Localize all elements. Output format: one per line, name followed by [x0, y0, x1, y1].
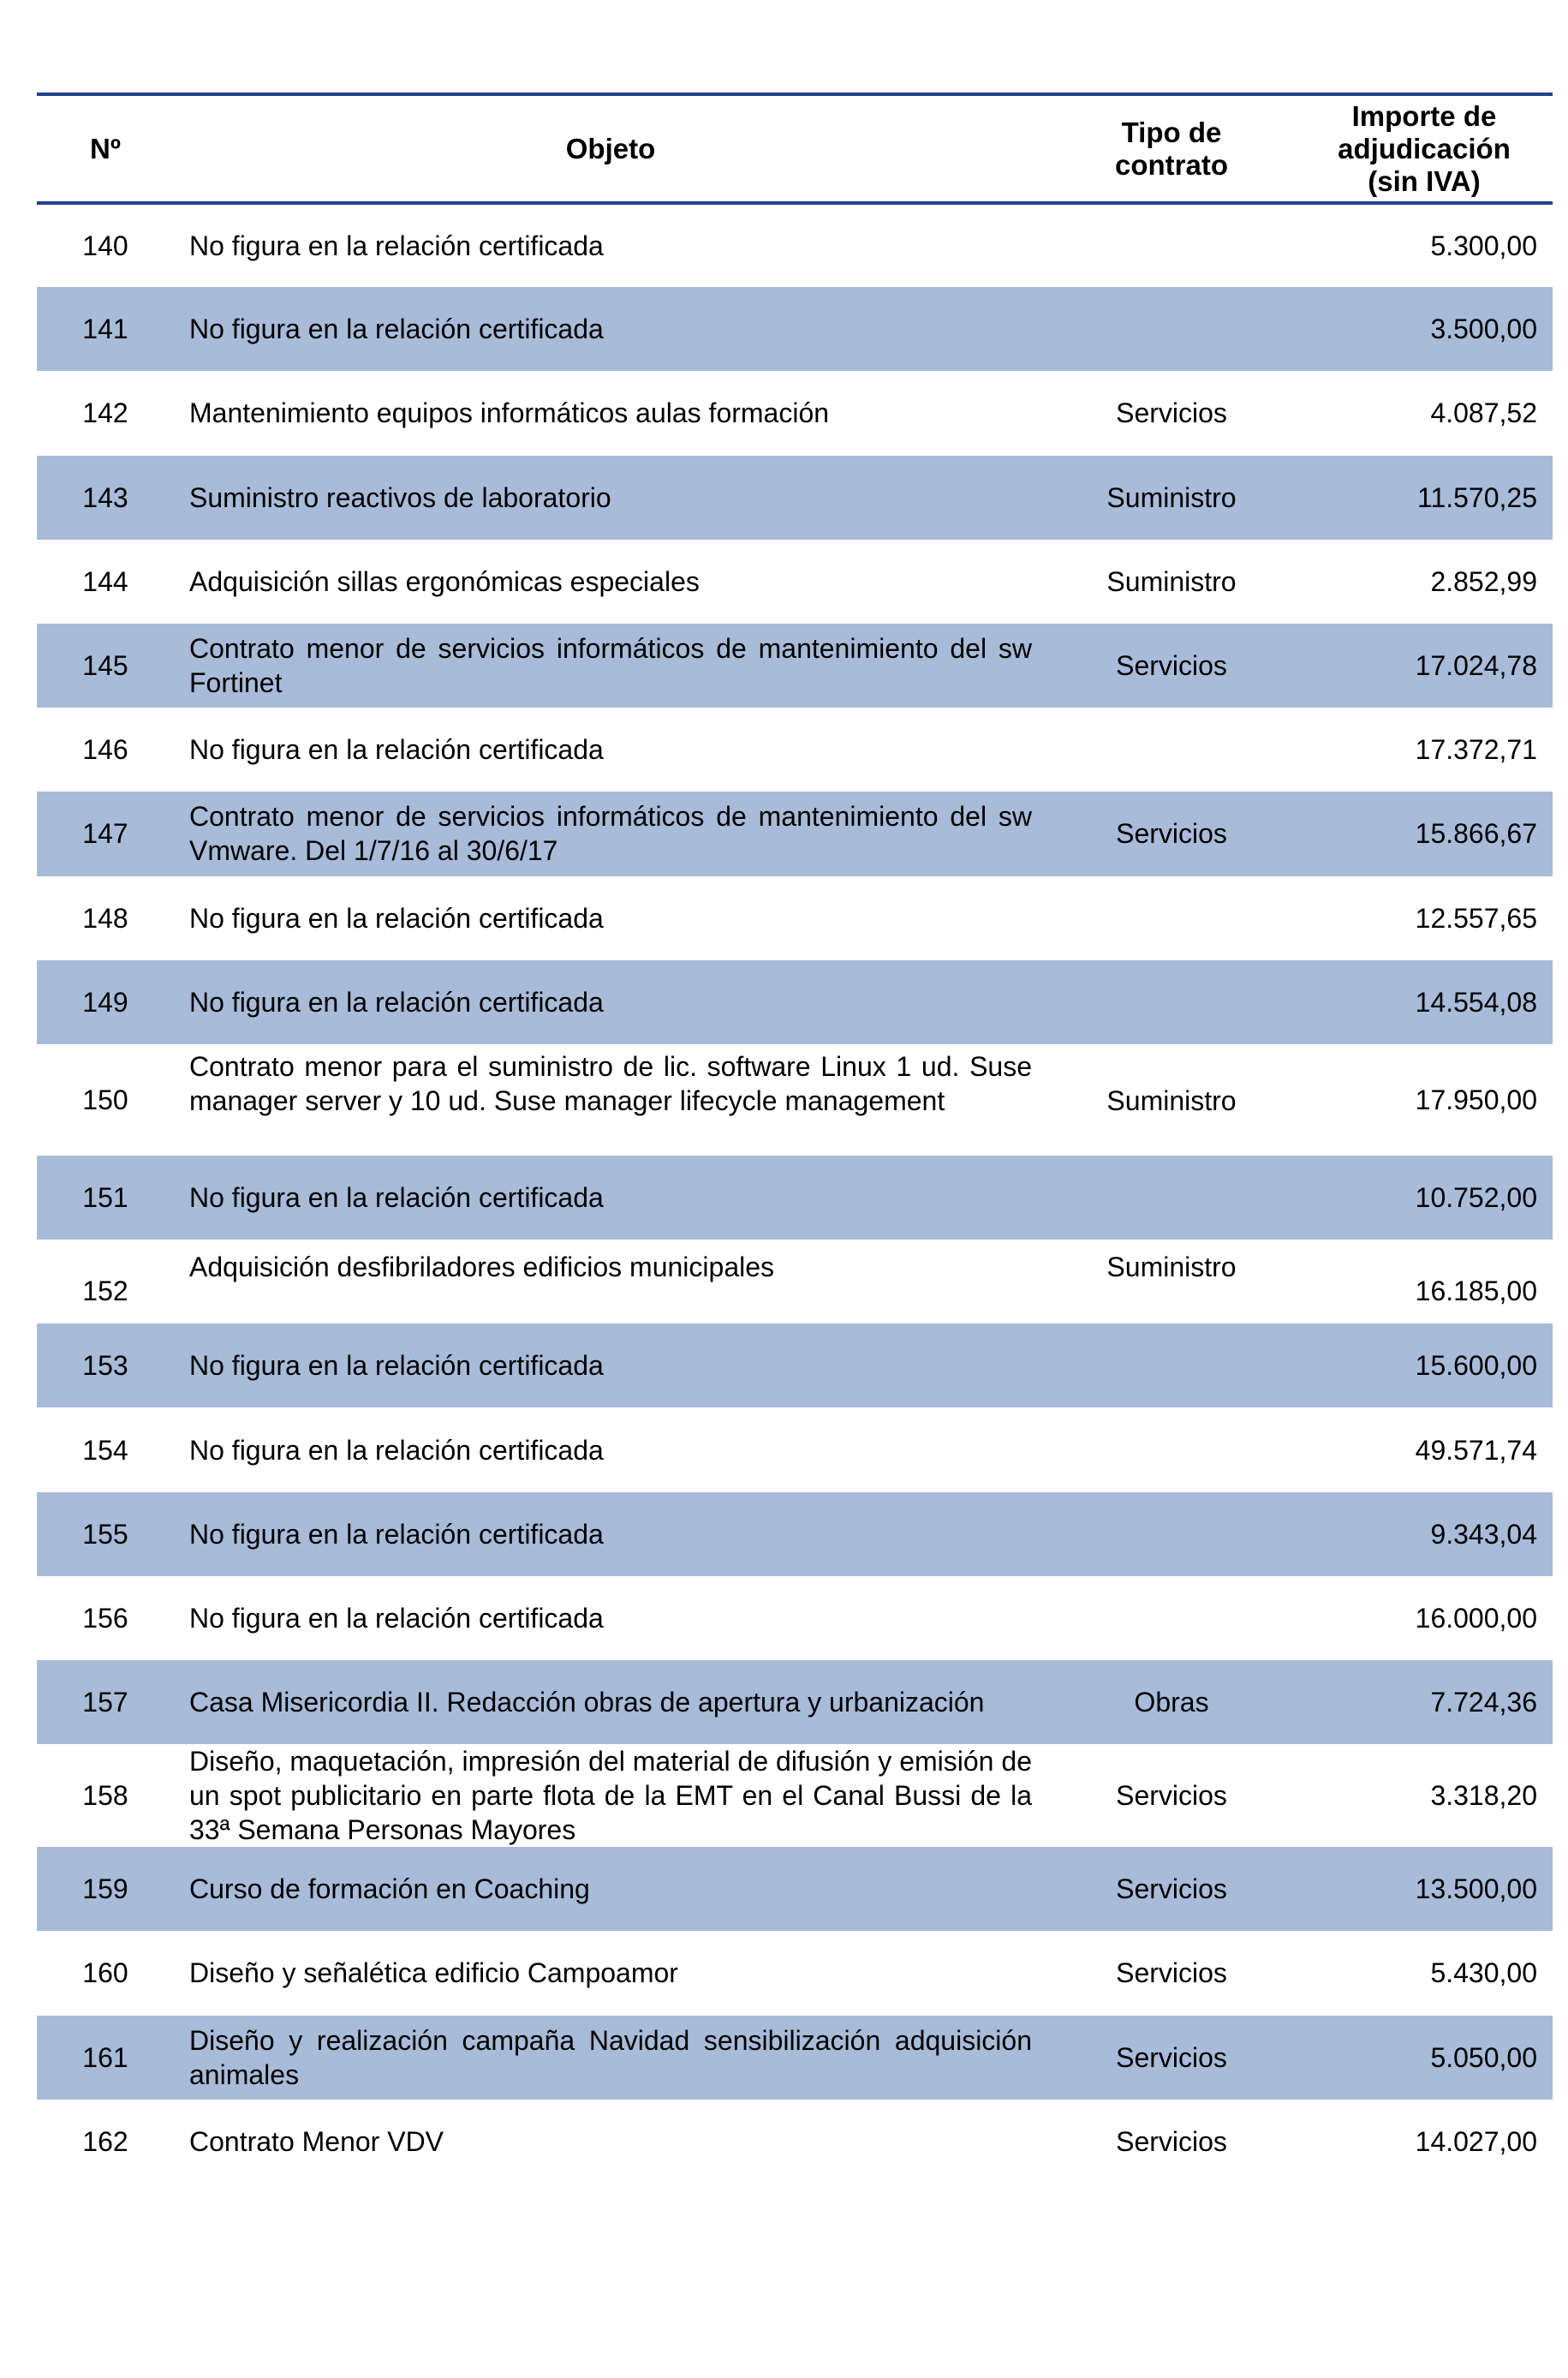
row-importe: 5.300,00: [1430, 230, 1537, 262]
row-importe: 14.027,00: [1415, 2125, 1537, 2157]
row-num: 145: [37, 624, 174, 708]
table-row: [37, 1744, 1553, 1847]
row-importe: 15.866,67: [1296, 792, 1553, 875]
table-row: [37, 1156, 1553, 1240]
contracts-table: [37, 93, 1553, 2184]
row-tipo: [1047, 1156, 1296, 1240]
row-tipo: [1047, 1492, 1296, 1576]
row-importe: 17.024,78: [1296, 624, 1553, 708]
row-importe: 3.318,20: [1430, 1780, 1537, 1812]
row-importe: 5.050,00: [1296, 2016, 1553, 2100]
row-importe: 12.557,65: [1415, 902, 1537, 934]
header-num: Nº: [90, 132, 121, 164]
row-tipo: Suministro: [1106, 1084, 1237, 1116]
row-tipo: Servicios: [1047, 2016, 1296, 2100]
row-tipo: Servicios: [1047, 624, 1296, 708]
row-objeto: Contrato menor de servicios informáticos de mantenimiento del sw Vmware. Del 1/7/16 al 30/6/17: [174, 792, 1047, 875]
row-num: 157: [37, 1660, 174, 1744]
row-objeto: Contrato menor para el suministro de lic. software Linux 1 ud. Suse manager server y 10 ud. Suse manager lifecycle management: [189, 1050, 1032, 1116]
table-row: [37, 1492, 1553, 1576]
row-objeto: Adquisición sillas ergonómicas especiales: [189, 565, 700, 597]
row-importe: 9.343,04: [1296, 1492, 1553, 1576]
row-importe: 13.500,00: [1296, 1847, 1553, 1931]
row-objeto: No figura en la relación certificada: [189, 230, 604, 262]
header-tipo: [1047, 94, 1296, 203]
table-body: [37, 203, 1553, 2184]
row-objeto: Casa Misericordia II. Redacción obras de apertura y urbanización: [174, 1660, 1047, 1744]
table-header: [37, 94, 1553, 203]
row-num: 161: [37, 2016, 174, 2100]
row-num: 150: [82, 1084, 128, 1115]
row-importe: 10.752,00: [1296, 1156, 1553, 1240]
row-importe: 17.372,71: [1415, 734, 1537, 766]
row-objeto: Mantenimiento equipos informáticos aulas formación: [189, 397, 830, 429]
table-row: [37, 1847, 1553, 1931]
row-num: 141: [37, 287, 174, 371]
header-tipo-label: Tipo de contrato: [1115, 116, 1228, 181]
row-tipo: Suministro: [1047, 456, 1296, 540]
row-num: 153: [37, 1323, 174, 1407]
row-tipo: Servicios: [1047, 1847, 1296, 1931]
row-objeto: Adquisición desfibriladores edificios municipales: [189, 1252, 775, 1283]
row-objeto: No figura en la relación certificada: [189, 734, 604, 766]
row-num: 151: [37, 1156, 174, 1240]
row-importe: 15.600,00: [1296, 1323, 1553, 1407]
row-num: 144: [82, 565, 128, 597]
row-num: 158: [82, 1780, 128, 1812]
row-importe: 3.500,00: [1296, 287, 1553, 371]
row-tipo: [1047, 960, 1296, 1044]
table-row: [37, 2100, 1553, 2184]
row-objeto: Suministro reactivos de laboratorio: [174, 456, 1047, 540]
row-objeto: No figura en la relación certificada: [174, 287, 1047, 371]
row-importe: 14.554,08: [1296, 960, 1553, 1044]
row-objeto: Diseño y realización campaña Navidad sensibilización adquisición animales: [174, 2016, 1047, 2100]
table-row: [37, 1407, 1553, 1491]
table-row: [37, 456, 1553, 540]
row-tipo: Servicios: [1116, 397, 1227, 429]
table-row: [37, 708, 1553, 792]
row-tipo: Servicios: [1116, 1780, 1227, 1812]
row-objeto: No figura en la relación certificada: [189, 1602, 604, 1634]
row-importe: 7.724,36: [1296, 1660, 1553, 1744]
table-row: [37, 1660, 1553, 1744]
row-objeto: No figura en la relación certificada: [174, 960, 1047, 1044]
header-importe-label: Importe de adjudicación (sin IVA): [1338, 99, 1511, 197]
row-objeto: No figura en la relación certificada: [189, 1434, 604, 1466]
row-objeto: Diseño y señalética edificio Campoamor: [189, 1957, 678, 1989]
row-num: 140: [82, 230, 128, 262]
header-row: [37, 94, 1553, 203]
row-num: 142: [82, 397, 128, 429]
row-importe: 11.570,25: [1296, 456, 1553, 540]
table-row: [37, 876, 1553, 960]
row-num: 148: [82, 902, 128, 934]
row-objeto: Diseño, maquetación, impresión del material de difusión y emisión de un spot publicitario en parte flota de la EMT en el Canal Bussi de la 33ª Semana Personas Mayores: [189, 1746, 1032, 1846]
row-num: 159: [37, 1847, 174, 1931]
row-num: 147: [37, 792, 174, 875]
row-tipo: Suministro: [1106, 565, 1237, 597]
row-objeto: Contrato menor de servicios informáticos de mantenimiento del sw Fortinet: [174, 624, 1047, 708]
table-row: [37, 540, 1553, 624]
table-row: [37, 792, 1553, 875]
table-row: [37, 2016, 1553, 2100]
row-tipo: [1047, 287, 1296, 371]
row-importe: 17.950,00: [1415, 1084, 1537, 1115]
row-num: 155: [37, 1492, 174, 1576]
row-objeto: No figura en la relación certificada: [174, 1156, 1047, 1240]
row-tipo: [1047, 1407, 1296, 1491]
row-num: 156: [82, 1602, 128, 1634]
table-row: [37, 624, 1553, 708]
row-tipo: Suministro: [1106, 1252, 1237, 1283]
table-row: [37, 1931, 1553, 2015]
row-importe: 49.571,74: [1415, 1434, 1537, 1466]
row-num: 160: [82, 1957, 128, 1989]
row-objeto: No figura en la relación certificada: [174, 1323, 1047, 1407]
table-row: [37, 1576, 1553, 1660]
row-num: 154: [82, 1434, 128, 1466]
row-tipo: [1047, 1576, 1296, 1660]
table-row: [37, 287, 1553, 371]
table-row: [37, 203, 1553, 287]
row-objeto: No figura en la relación certificada: [189, 902, 604, 934]
table-row: [37, 371, 1553, 455]
row-tipo: [1047, 708, 1296, 792]
row-objeto: No figura en la relación certificada: [174, 1492, 1047, 1576]
row-num: 152: [82, 1276, 128, 1307]
row-importe: 16.000,00: [1415, 1602, 1537, 1634]
row-num: 143: [37, 456, 174, 540]
row-objeto: Curso de formación en Coaching: [174, 1847, 1047, 1931]
contracts-table-container: [37, 93, 1553, 2184]
row-importe: 2.852,99: [1430, 565, 1537, 597]
row-num: 149: [37, 960, 174, 1044]
row-importe: 4.087,52: [1430, 397, 1537, 429]
table-row: [37, 1044, 1553, 1156]
row-tipo: [1047, 1323, 1296, 1407]
row-tipo: Servicios: [1047, 792, 1296, 875]
row-tipo: [1047, 203, 1296, 287]
row-num: 146: [82, 734, 128, 766]
row-tipo: Servicios: [1116, 1957, 1227, 1989]
header-objeto: Objeto: [565, 132, 656, 164]
row-tipo: Servicios: [1116, 2125, 1227, 2157]
row-objeto: Contrato Menor VDV: [189, 2125, 444, 2157]
row-importe: 16.185,00: [1415, 1276, 1537, 1307]
table-row: [37, 1240, 1553, 1323]
header-importe: [1296, 94, 1553, 203]
row-tipo: [1047, 876, 1296, 960]
row-num: 162: [82, 2125, 128, 2157]
row-importe: 5.430,00: [1430, 1957, 1537, 1989]
table-row: [37, 1323, 1553, 1407]
row-tipo: Obras: [1047, 1660, 1296, 1744]
table-row: [37, 960, 1553, 1044]
